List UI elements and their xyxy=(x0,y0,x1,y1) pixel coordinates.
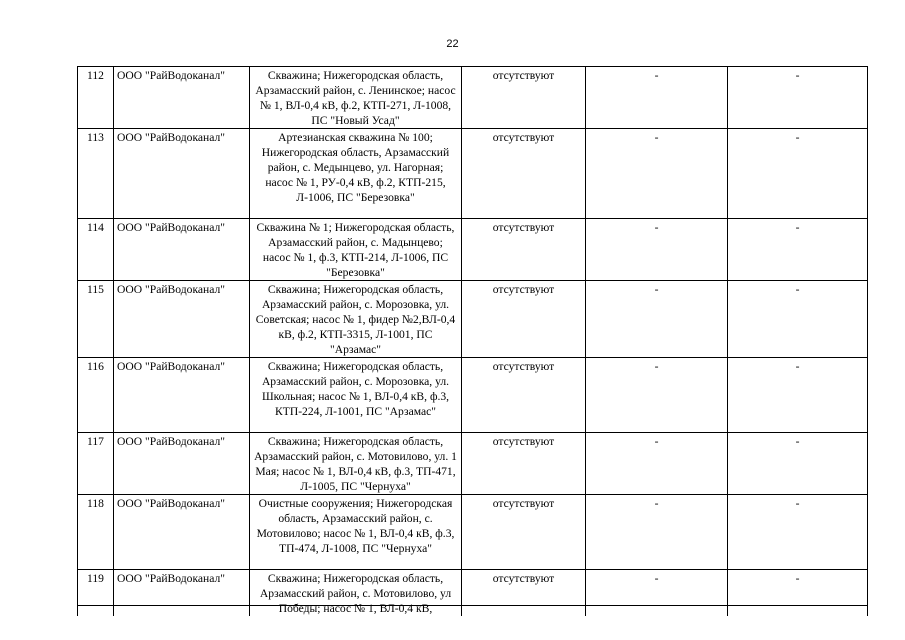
table-row xyxy=(78,219,868,281)
location-cell: Скважина; Нижегородская область, Арзамасский район, с. Морозовка, ул. Школьная; насос № 1, ВЛ-0,4 кВ, ф.3, КТП-224, Л-1001, ПС "Арзамас" xyxy=(250,358,462,433)
value-cell-1: - xyxy=(586,433,728,495)
value-cell-1: - xyxy=(586,495,728,570)
table-bottom-border xyxy=(77,605,867,606)
data-table xyxy=(77,66,868,616)
table-row xyxy=(78,129,868,219)
location-cell: Артезианская скважина № 100; Нижегородская область, Арзамасский район, с. Медынцево, ул. Нагорная; насос № 1, РУ-0,4 кВ, ф.2, КТП-215, Л-1006, ПС "Березовка" xyxy=(250,129,462,219)
row-number: 115 xyxy=(78,281,114,358)
table-row xyxy=(78,433,868,495)
organization-cell: ООО "РайВодоканал" xyxy=(114,281,250,358)
value-cell-1: - xyxy=(586,281,728,358)
table-row xyxy=(78,495,868,570)
value-cell-1: - xyxy=(586,129,728,219)
location-cell: Скважина; Нижегородская область, Арзамасский район, с. Морозовка, ул. Советская; насос № 1, фидер №2,ВЛ-0,4 кВ, ф.2, КТП-3315, Л-1001, ПС "Арзамас" xyxy=(250,281,462,358)
row-number: 117 xyxy=(78,433,114,495)
row-number: 119 xyxy=(78,570,114,617)
value-cell-2: - xyxy=(728,129,868,219)
organization-cell: ООО "РайВодоканал" xyxy=(114,67,250,129)
value-cell-2: - xyxy=(728,433,868,495)
location-cell: Скважина; Нижегородская область, Арзамасский район, с. Ленинское; насос № 1, ВЛ-0,4 кВ, ф.2, КТП-271, Л-1008, ПС "Новый Усад" xyxy=(250,67,462,129)
row-number: 114 xyxy=(78,219,114,281)
page-number: 22 xyxy=(446,38,459,50)
location-cell: Очистные сооружения; Нижегородская область, Арзамасский район, с. Мотовилово; насос № 1, ВЛ-0,4 кВ, ф.3, ТП-474, Л-1008, ПС "Чернуха" xyxy=(250,495,462,570)
value-cell-2: - xyxy=(728,358,868,433)
status-cell: отсутствуют xyxy=(462,495,586,570)
value-cell-2: - xyxy=(728,570,868,617)
status-cell: отсутствуют xyxy=(462,281,586,358)
status-cell: отсутствуют xyxy=(462,219,586,281)
value-cell-1: - xyxy=(586,67,728,129)
value-cell-2: - xyxy=(728,281,868,358)
location-cell: Скважина; Нижегородская область, Арзамасский район, с. Мотовилово, ул. 1 Мая; насос № 1, ВЛ-0,4 кВ, ф.3, ТП-471, Л-1005, ПС "Чернуха" xyxy=(250,433,462,495)
table-row xyxy=(78,358,868,433)
organization-cell: ООО "РайВодоканал" xyxy=(114,358,250,433)
value-cell-1: - xyxy=(586,570,728,617)
value-cell-1: - xyxy=(586,358,728,433)
value-cell-1: - xyxy=(586,219,728,281)
organization-cell: ООО "РайВодоканал" xyxy=(114,219,250,281)
location-cell: Скважина; Нижегородская область, Арзамасский район, с. Мотовилово, ул Победы; насос № 1, ВЛ-0,4 кВ, xyxy=(250,570,462,617)
table-row xyxy=(78,281,868,358)
row-number: 113 xyxy=(78,129,114,219)
status-cell: отсутствуют xyxy=(462,358,586,433)
value-cell-2: - xyxy=(728,67,868,129)
row-number: 116 xyxy=(78,358,114,433)
row-number: 112 xyxy=(78,67,114,129)
value-cell-2: - xyxy=(728,219,868,281)
location-cell: Скважина № 1; Нижегородская область, Арзамасский район, с. Мадынцево; насос № 1, ф.3, КТП-214, Л-1006, ПС "Березовка" xyxy=(250,219,462,281)
status-cell: отсутствуют xyxy=(462,129,586,219)
row-number: 118 xyxy=(78,495,114,570)
table-row xyxy=(78,67,868,129)
organization-cell: ООО "РайВодоканал" xyxy=(114,433,250,495)
status-cell: отсутствуют xyxy=(462,570,586,617)
status-cell: отсутствуют xyxy=(462,67,586,129)
table-row xyxy=(78,570,868,617)
organization-cell: ООО "РайВодоканал" xyxy=(114,129,250,219)
value-cell-2: - xyxy=(728,495,868,570)
organization-cell: ООО "РайВодоканал" xyxy=(114,570,250,617)
organization-cell: ООО "РайВодоканал" xyxy=(114,495,250,570)
status-cell: отсутствуют xyxy=(462,433,586,495)
